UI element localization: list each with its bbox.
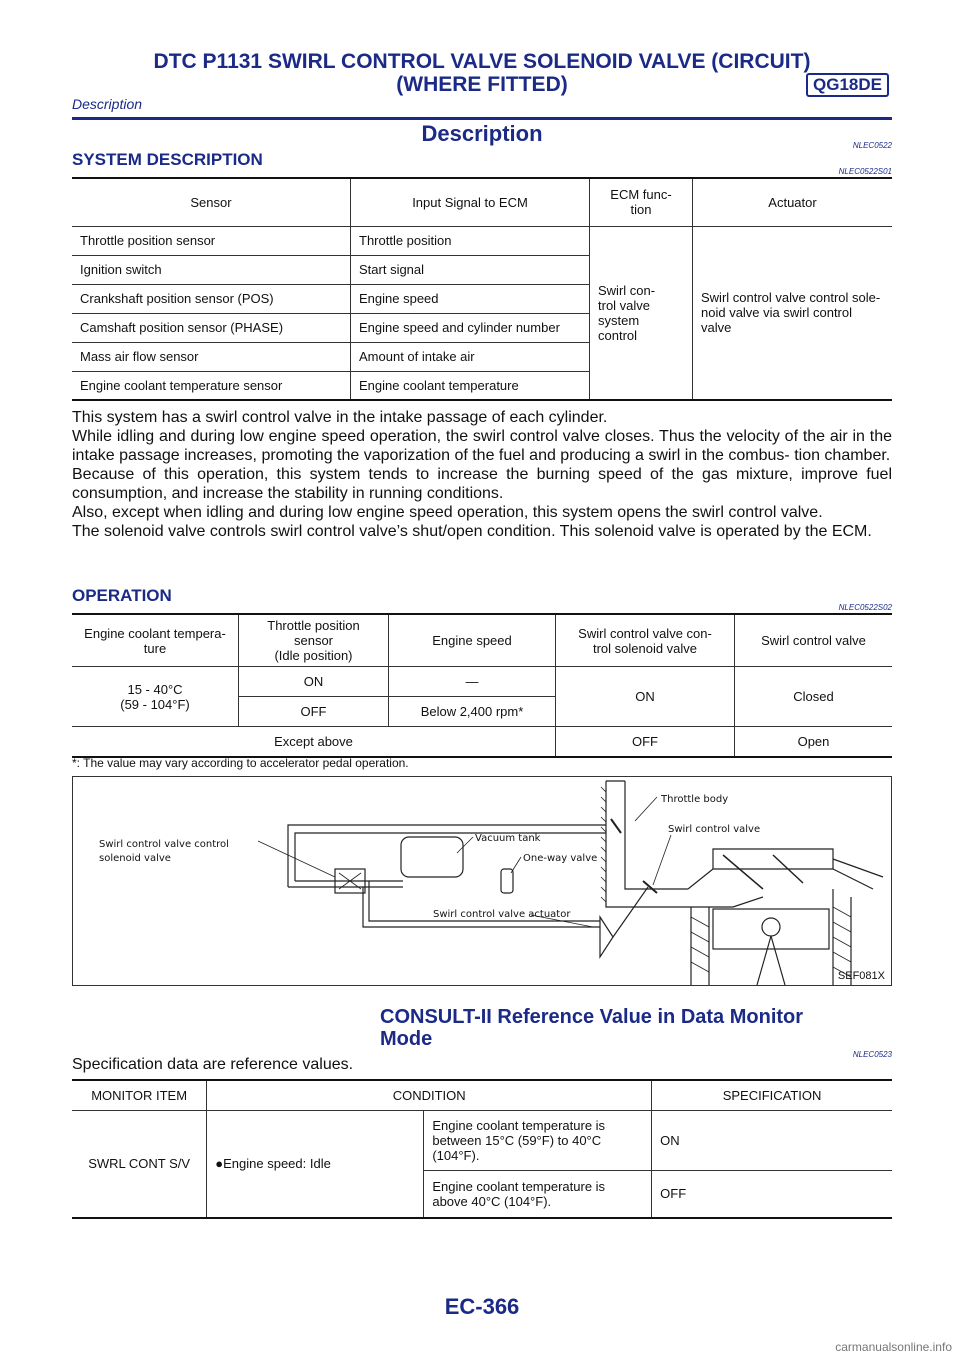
consult-table [72,1079,892,1219]
th-solenoid: Swirl control valve con- trol solenoid valve [556,614,735,667]
signal-cell: Amount of intake air [351,342,590,371]
th-sensor: Sensor [72,178,351,226]
coolant-temp-cell: 15 - 40°C (59 - 104°F) [72,667,239,727]
solenoid-off-cell: OFF [556,727,735,757]
vacuum-tank [401,837,463,877]
th-coolant-temp: Engine coolant tempera- ture [72,614,239,667]
signal-cell: Throttle position [351,226,590,255]
paragraph: Also, except when idling and during low engine speed operation, this system opens the swirl control valve. [72,504,823,521]
condition-cell: ●Engine speed: Idle [207,1110,424,1218]
label-throttle-body: Throttle body [661,794,729,805]
signal-cell: Engine speed and cylinder number [351,313,590,342]
label-actuator: Swirl control valve actuator [433,909,571,920]
spec-note: Specification data are reference values. [72,1056,354,1073]
sub-condition-cell: Engine coolant temperature is between 15°C (59°F) to 40°C (104°F). [424,1110,652,1170]
consult-title-line1: CONSULT-II Reference Value in Data Monitor [380,1006,804,1028]
th-function: ECM func- tion [590,178,693,226]
paragraph: The solenoid valve controls swirl control valve’s shut/open condition. This solenoid valve is operated by the ECM. [72,523,872,540]
label-vacuum-tank: Vacuum tank [475,833,541,844]
sensor-cell: Mass air flow sensor [72,342,351,371]
throttle-plate [611,819,621,833]
exhaust-port [833,859,883,889]
monitor-item-cell: SWRL CONT S/V [72,1110,207,1218]
th-swirl-valve: Swirl control valve [735,614,893,667]
footer-watermark: carmanualsonline.info [835,1340,952,1354]
header-title-line1: DTC P1131 SWIRL CONTROL VALVE SOLENOID VALVE (CIRCUIT) [153,50,811,73]
label-one-way-valve: One-way valve [523,853,598,864]
signal-cell: Engine speed [351,284,590,313]
signal-cell: Start signal [351,255,590,284]
cylinder-block [691,897,851,985]
piston [713,909,829,949]
system-diagram [72,776,892,986]
th-input: Input Signal to ECM [351,178,590,226]
except-above-cell: Except above [72,727,556,757]
sensor-cell: Ignition switch [72,255,351,284]
system-description-title: SYSTEM DESCRIPTION [72,150,263,169]
operation-code: NLEC0522S02 [838,603,892,612]
spec-cell: OFF [652,1170,892,1218]
consult-title-line2: Mode [380,1028,433,1050]
solenoid-on-cell: ON [556,667,735,727]
engine-badge: QG18DE [806,73,889,97]
operation-title: OPERATION [72,586,172,605]
section-title: Description [421,121,543,146]
page-number: EC-366 [444,1294,520,1319]
ecm-function-cell: Swirl con- trol valve system control [590,226,693,400]
system-description-code: NLEC0522S01 [838,167,892,176]
label-swirl-valve: Swirl control valve [668,824,761,835]
system-description-text [72,408,892,541]
sensor-cell: Engine coolant temperature sensor [72,371,351,400]
cylinder-head [713,849,833,869]
sub-condition-cell: Engine coolant temperature is above 40°C (104°F). [424,1170,652,1218]
label-solenoid-line2: solenoid valve [99,853,171,864]
label-solenoid-line1: Swirl control valve control [99,839,229,850]
speed-cell: — [389,667,556,697]
spec-cell: ON [652,1110,892,1170]
tps-on-cell: ON [239,667,389,697]
th-condition: CONDITION [207,1080,652,1110]
th-actuator: Actuator [693,178,893,226]
swirl-system-drawing [73,777,891,985]
th-tps: Throttle position sensor (Idle position) [239,614,389,667]
figure-code: SEF081X [837,970,885,982]
paragraph: This system has a swirl control valve in the intake passage of each cylinder. [72,409,608,426]
valve-closed-cell: Closed [735,667,893,727]
header-subtitle: Description [72,96,143,112]
speed-cell: Below 2,400 rpm* [389,697,556,727]
paragraph: While idling and during low engine speed operation, the swirl control valve closes. Thus the velocity of the air in the intake passage increases, promoting the vaporization of the fuel and producing a swirl in the combus- tion chamber. [72,428,892,464]
th-engine-speed: Engine speed [389,614,556,667]
operation-note: *: The value may vary according to accelerator pedal operation. [72,756,409,770]
sensor-cell: Camshaft position sensor (PHASE) [72,313,351,342]
consult-code: NLEC0523 [852,1050,892,1059]
sensor-cell: Crankshaft position sensor (POS) [72,284,351,313]
th-monitor-item: MONITOR ITEM [72,1080,207,1110]
tps-off-cell: OFF [239,697,389,727]
signal-cell: Engine coolant temperature [351,371,590,400]
system-table [72,177,892,401]
section-code: NLEC0522 [852,141,892,150]
valve-open-cell: Open [735,727,893,757]
sensor-cell: Throttle position sensor [72,226,351,255]
header-title-line2: (WHERE FITTED) [396,73,568,96]
header-rule [72,117,892,120]
bullet: ● [215,1156,224,1172]
valve-actuator [600,917,613,957]
actuator-cell: Swirl control valve control sole- noid valve via swirl control valve [693,226,893,400]
th-specification: SPECIFICATION [652,1080,892,1110]
operation-table [72,613,892,758]
paragraph: Because of this operation, this system tends to increase the burning speed of the gas mixture, improve fuel consumption, and increase the stability in running conditions. [72,466,892,502]
